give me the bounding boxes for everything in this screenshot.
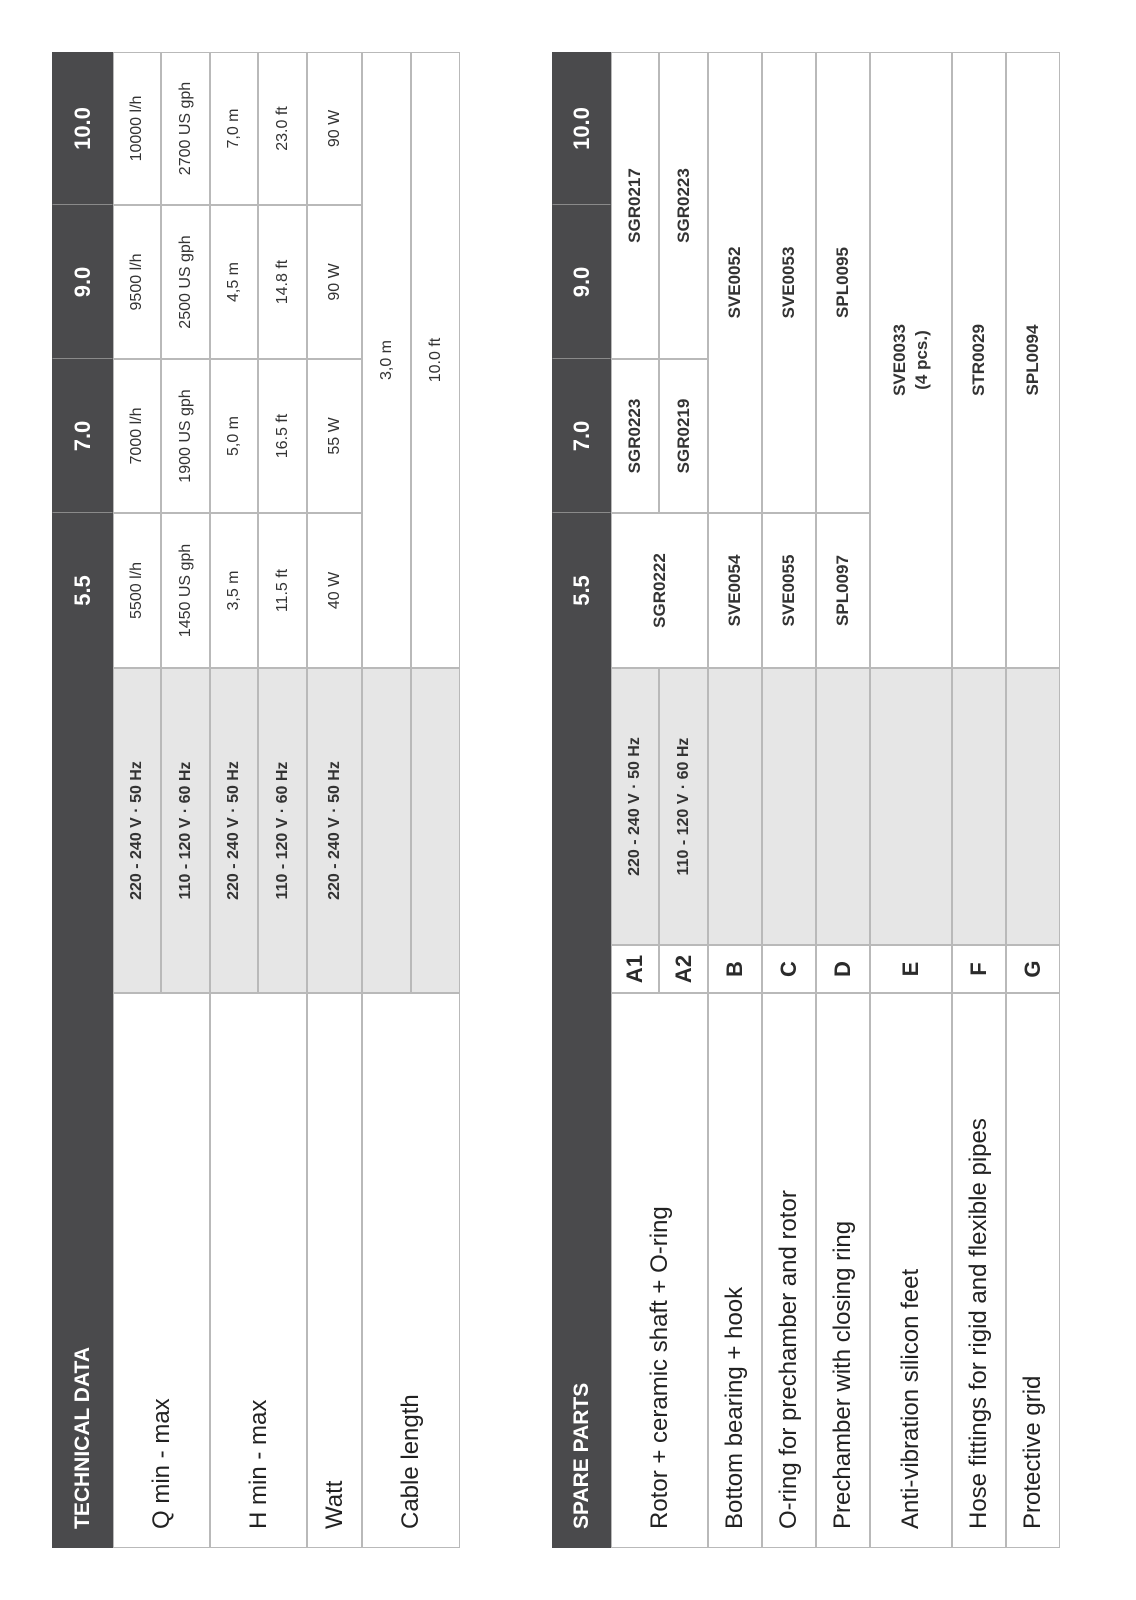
part-code: SPL0094 (1006, 52, 1060, 668)
value-cell: 9500 l/h (113, 205, 161, 359)
part-code: SVE0053 (762, 52, 816, 513)
spare-col-5-5: 5.5 (552, 513, 611, 668)
freq-label-empty (411, 668, 460, 993)
spare-col-9-0: 9.0 (552, 205, 611, 359)
part-label-feet: Anti-vibration silicon feet (870, 993, 952, 1548)
tech-col-5-5: 5.5 (52, 513, 113, 668)
part-label-prechamber: Prechamber with closing ring (816, 993, 870, 1548)
spare-col-10-0: 10.0 (552, 52, 611, 205)
part-code: SGR0217 (611, 52, 659, 359)
spare-parts-title: SPARE PARTS (552, 993, 611, 1548)
part-code: SVE0055 (762, 513, 816, 668)
part-label-protective-grid: Protective grid (1006, 993, 1060, 1548)
part-label-rotor: Rotor + ceramic shaft + O-ring (611, 993, 708, 1548)
cable-length-imperial: 10.0 ft (411, 52, 460, 668)
technical-data-title: TECHNICAL DATA (52, 993, 113, 1548)
value-cell: 90 W (307, 52, 362, 205)
part-code: SPL0097 (816, 513, 870, 668)
freq-label-empty (1006, 668, 1060, 945)
technical-data-header-spacer (52, 668, 113, 993)
part-label-hose-fittings: Hose fittings for rigid and flexible pipes (952, 993, 1006, 1548)
freq-label-empty (870, 668, 952, 945)
part-letter-b: B (708, 945, 762, 993)
part-code: SGR0223 (611, 359, 659, 513)
value-cell: 55 W (307, 359, 362, 513)
part-label-o-ring: O-ring for prechamber and rotor (762, 993, 816, 1548)
value-cell: 7000 l/h (113, 359, 161, 513)
freq-label: 220 - 240 V · 50 Hz (307, 668, 362, 993)
tech-col-7-0: 7.0 (52, 359, 113, 513)
part-code: SPL0095 (816, 52, 870, 513)
freq-label-empty (952, 668, 1006, 945)
part-label-bottom-bearing: Bottom bearing + hook (708, 993, 762, 1548)
row-label-q: Q min - max (113, 993, 210, 1548)
value-cell: 2700 US gph (161, 52, 210, 205)
spare-col-7-0: 7.0 (552, 359, 611, 513)
value-cell: 16.5 ft (258, 359, 307, 513)
value-cell: 10000 l/h (113, 52, 161, 205)
freq-label-empty (362, 668, 411, 993)
value-cell: 11.5 ft (258, 513, 307, 668)
value-cell: 5500 l/h (113, 513, 161, 668)
value-cell: 14.8 ft (258, 205, 307, 359)
row-label-cable-length: Cable length (362, 993, 460, 1548)
part-letter-c: C (762, 945, 816, 993)
part-code: SVE0033 (890, 324, 909, 396)
freq-label-empty (762, 668, 816, 945)
row-label-watt: Watt (307, 993, 362, 1548)
spare-parts-header-spacer (552, 668, 611, 993)
value-cell: 40 W (307, 513, 362, 668)
row-label-h: H min - max (210, 993, 307, 1548)
freq-label: 220 - 240 V · 50 Hz (611, 668, 659, 945)
part-code: SVE0052 (708, 52, 762, 513)
part-code: STR0029 (952, 52, 1006, 668)
freq-label: 110 - 120 V · 60 Hz (258, 668, 307, 993)
freq-label: 110 - 120 V · 60 Hz (659, 668, 708, 945)
part-code: SGR0223 (659, 52, 708, 359)
freq-label: 110 - 120 V · 60 Hz (161, 668, 210, 993)
part-code: SGR0222 (611, 513, 708, 668)
part-code-feet (870, 52, 952, 668)
part-letter-e: E (870, 945, 952, 993)
part-code: SGR0219 (659, 359, 708, 513)
part-letter-f: F (952, 945, 1006, 993)
value-cell: 5,0 m (210, 359, 258, 513)
value-cell: 7,0 m (210, 52, 258, 205)
part-letter-d: D (816, 945, 870, 993)
value-cell: 90 W (307, 205, 362, 359)
freq-label: 220 - 240 V · 50 Hz (113, 668, 161, 993)
tech-col-10-0: 10.0 (52, 52, 113, 205)
freq-label-empty (816, 668, 870, 945)
tech-col-9-0: 9.0 (52, 205, 113, 359)
part-quantity-note: (4 pcs.) (912, 330, 931, 390)
value-cell: 1450 US gph (161, 513, 210, 668)
value-cell: 1900 US gph (161, 359, 210, 513)
part-letter-a2: A2 (659, 945, 708, 993)
freq-label-empty (708, 668, 762, 945)
part-letter-g: G (1006, 945, 1060, 993)
value-cell: 2500 US gph (161, 205, 210, 359)
value-cell: 23.0 ft (258, 52, 307, 205)
value-cell: 4,5 m (210, 205, 258, 359)
cable-length-metric: 3,0 m (362, 52, 411, 668)
part-letter-a1: A1 (611, 945, 659, 993)
part-code: SVE0054 (708, 513, 762, 668)
freq-label: 220 - 240 V · 50 Hz (210, 668, 258, 993)
value-cell: 3,5 m (210, 513, 258, 668)
